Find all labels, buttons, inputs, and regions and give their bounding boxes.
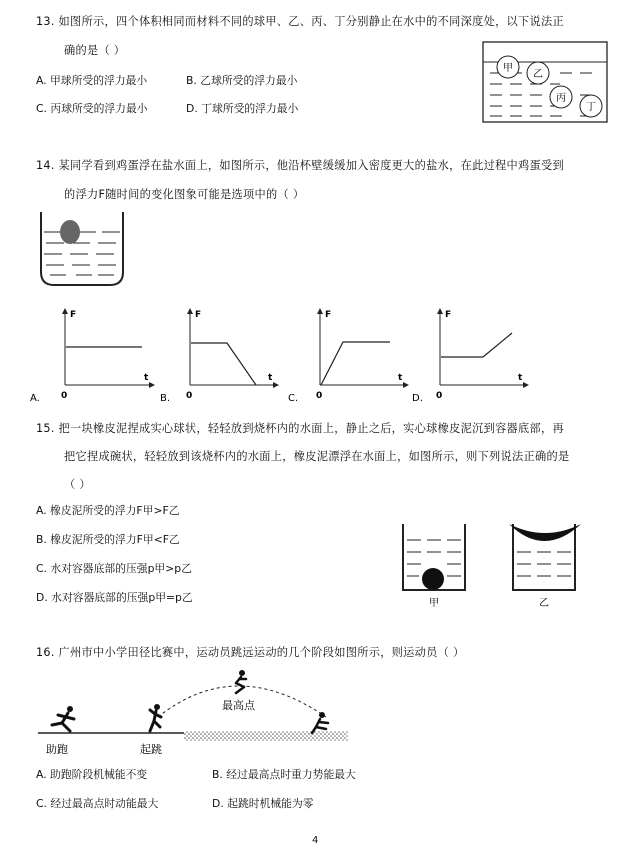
label-run-up: 助跑 <box>46 743 68 756</box>
graph-a-letter: A. <box>30 393 40 404</box>
graph-c <box>288 310 406 404</box>
svg-text:0: 0 <box>186 391 193 401</box>
graph-c-letter: C. <box>288 393 299 404</box>
ball-label-bing: 丙 <box>556 93 566 104</box>
page-number: 4 <box>312 835 319 846</box>
graph-a <box>30 310 152 404</box>
graph-d-letter: D. <box>412 393 423 404</box>
svg-text:0: 0 <box>436 391 443 401</box>
ball-label-yi: 乙 <box>533 69 543 80</box>
q15-option-d: D. 水对容器底部的压强p甲=p乙 <box>36 591 193 604</box>
q15-option-c: C. 水对容器底部的压强p甲>p乙 <box>36 562 192 575</box>
graph-b <box>160 310 276 404</box>
q16-long-jump-figure <box>36 665 356 757</box>
q16-option-d: D. 起跳时机械能为零 <box>212 797 314 810</box>
q14-stem-line2: 的浮力F随时间的变化图象可能是选项中的（ ） <box>64 188 305 201</box>
svg-text:F: F <box>445 310 452 320</box>
fig-label-yi: 乙 <box>539 598 549 609</box>
q13-option-d: D. 丁球所受的浮力最小 <box>186 102 299 115</box>
svg-text:F: F <box>325 310 332 320</box>
q16-option-b: B. 经过最高点时重力势能最大 <box>212 768 356 781</box>
q14-stem-line1: 14. 某同学看到鸡蛋浮在盐水面上，如图所示，他沿杯壁缓缓加入密度更大的盐水，在此过程中鸡蛋受到 <box>36 159 565 172</box>
svg-text:t: t <box>398 373 403 383</box>
q13-option-c: C. 丙球所受的浮力最小 <box>36 102 148 115</box>
q13-option-a: A. 甲球所受的浮力最小 <box>36 74 148 87</box>
fig-label-jia: 甲 <box>429 598 439 609</box>
label-highest-point: 最高点 <box>222 699 255 712</box>
q16-option-c: C. 经过最高点时动能最大 <box>36 797 159 810</box>
q14-egg-beaker-figure <box>36 210 128 288</box>
q15-clay-beakers-figure <box>395 518 595 610</box>
graph-b-letter: B. <box>160 393 171 404</box>
ball-label-jia: 甲 <box>503 63 513 74</box>
q15-stem-line1: 15. 把一块橡皮泥捏成实心球状，轻轻放到烧杯内的水面上，静止之后，实心球橡皮泥沉到容器底部，再 <box>36 422 565 435</box>
graph-d <box>412 310 526 404</box>
q14-graph-options <box>30 305 620 405</box>
q13-stem-line2: 确的是（ ） <box>64 44 126 57</box>
svg-text:t: t <box>144 373 149 383</box>
svg-text:0: 0 <box>61 391 68 401</box>
q13-balls-in-water-figure <box>480 40 610 124</box>
q13-option-b: B. 乙球所受的浮力最小 <box>186 74 298 87</box>
q16-stem-line1: 16. 广州市中小学田径比赛中，运动员跳远运动的几个阶段如图所示，则运动员（ ） <box>36 646 465 659</box>
q15-stem-line2: 把它捏成碗状，轻轻放到该烧杯内的水面上，橡皮泥漂浮在水面上，如图所示，则下列说法正确的是 <box>64 450 570 463</box>
ball-label-ding: 丁 <box>586 102 596 113</box>
svg-text:F: F <box>70 310 77 320</box>
svg-text:t: t <box>518 373 523 383</box>
q15-option-a: A. 橡皮泥所受的浮力F甲>F乙 <box>36 504 180 517</box>
q15-stem-line3: （ ） <box>64 478 91 491</box>
q15-option-b: B. 橡皮泥所受的浮力F甲<F乙 <box>36 533 180 546</box>
q13-stem-line1: 13. 如图所示，四个体积相同而材料不同的球甲、乙、丙、丁分别静止在水中的不同深度处，以下说法正 <box>36 15 565 28</box>
label-take-off: 起跳 <box>140 743 162 756</box>
svg-text:0: 0 <box>316 391 323 401</box>
svg-text:t: t <box>268 373 273 383</box>
svg-text:F: F <box>195 310 202 320</box>
q16-option-a: A. 助跑阶段机械能不变 <box>36 768 148 781</box>
